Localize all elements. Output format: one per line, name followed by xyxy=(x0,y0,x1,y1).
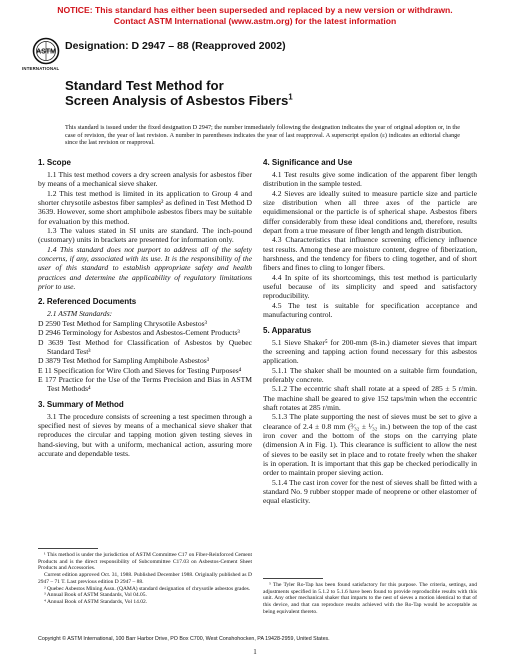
paragraph-3-1: 3.1 The procedure consists of screening a test specimen through a specified nest of sieves by means of a mechanical sieve shaker that reproduces the circular and tapping motion given testing sieves in hand-sieving, but with a uniform, mechanical action, assuring more accurate and dependable tests. xyxy=(38,411,252,458)
footnotes-right xyxy=(263,582,477,616)
paragraph-4-1: 4.1 Test results give some indication of the apparent fiber length distribution in the sample tested. xyxy=(263,170,477,189)
page-number: 1 xyxy=(253,648,257,656)
paragraph-1-1: 1.1 This test method covers a dry screen analysis for asbestos fiber by means of a mechanical sieve shaker. xyxy=(38,170,252,189)
astm-standards-label: 2.1 ASTM Standards: xyxy=(47,309,113,319)
footnote: ¹ This method is under the jurisdiction of ASTM Committee C17 on Fiber-Reinforced Cement Products and is the direct responsibility of Subcommittee C17.03 on Asbestos-Cement Sheet Products and Accessories. xyxy=(38,552,252,572)
paragraph-5-1-3: 5.1.3 The plate supporting the nest of sieves must be set to give a clearance of 2.4 ± 0.8 mm (³⁄₃₂ ± ¹⁄₃₂ in.) between the top of the cast iron cover and the bottom of the stops on the carrying plate (dimension A in Fig. 1). This clearance is sufficient to allow the nest of sieves to be easily set in place and to rotate freely when the shaker is in operation. It is important that this gap be checked periodically in order to maintain proper sieving action. xyxy=(263,412,477,478)
footnote-rule-right xyxy=(263,578,323,579)
footnote-rule-left xyxy=(38,548,98,549)
reference-item: E 177 Practice for the Use of the Terms Precision and Bias in ASTM Test Methods⁴ xyxy=(38,374,252,394)
notice-line-2: Contact ASTM International (www.astm.org) for the latest information xyxy=(113,15,397,26)
document-title xyxy=(65,78,293,108)
paragraph-4-3: 4.3 Characteristics that influence screening efficiency influence test results. Among these are moisture content, degree of fiberization, harshness, and the tendency for fibers to cling together, and of short fibers and fines to cling to longer fibers. xyxy=(263,235,477,273)
logo-subtext: INTERNATIONAL xyxy=(22,66,60,71)
footnote: ³ Annual Book of ASTM Standards, Vol 04.05. xyxy=(44,592,147,599)
section-heading-summary: 3. Summary of Method xyxy=(38,399,124,409)
title-line-2: Screen Analysis of Asbestos Fibers$^1$ xyxy=(65,92,293,108)
reference-item: D 2946 Terminology for Asbestos and Asbestos-Cement Products³ xyxy=(38,328,240,338)
section-heading-referenced-documents: 2. Referenced Documents xyxy=(38,297,137,307)
reference-item: D 3639 Test Method for Classification of Asbestos by Quebec Standard Test³ xyxy=(38,337,252,356)
footnotes-left xyxy=(38,552,252,606)
paragraph-4-4: 4.4 In spite of its shortcomings, this test method is particularly useful because of its simplicity and speed and satisfactory reproducibility. xyxy=(263,272,477,301)
right-column xyxy=(263,158,477,506)
footnote: ⁴ Annual Book of ASTM Standards, Vol 14.02. xyxy=(44,598,148,605)
copyright-line: Copyright © ASTM International, 100 Barr Harbor Drive, PO Box C700, West Conshohocken, PA 19428-2959, United States. xyxy=(38,636,330,642)
footnote: ⁵ The Tyler Ro-Tap has been found satisfactory for this purpose. The criteria, settings, and adjustments specified in 5.1.2 to 5.1.6 have been found to provide reproducible results with this unit. Any other mechanical shaker that imparts to the nest of sieves a motion identical to that of this device, and that can reproduce results achieved with the Ro-Tap would be acceptable as being equivalent thereto. xyxy=(263,582,477,615)
section-heading-significance: 4. Significance and Use xyxy=(263,158,353,167)
footnote: Current edition approved Oct. 31, 1988. Published December 1988. Originally published as D 2947 – 71 T. Last previous edition D 2947 – 88. xyxy=(38,572,252,585)
superseded-notice xyxy=(0,5,510,26)
footnote: ² Quebec Asbestos Mining Assn. (QAMA) standard designation of chrysotile asbestos grades. xyxy=(44,585,251,592)
paragraph-5-1-4: 5.1.4 The cast iron cover for the nest of sieves shall be fitted with a standard No. 9 rubber stopper made of neoprene or other elastomer of equal elasticity. xyxy=(263,477,477,506)
issuance-note: This standard is issued under the fixed designation D 2947; the number immediately following the designation indicates the year of original adoption or, in the case of revision, the year of last revision. A number in parentheses indicates the year of last reapproval. A superscript epsilon (ε) indicates an editorial change since the last revision or reapproval. xyxy=(65,124,460,147)
paragraph-4-2: 4.2 Sieves are ideally suited to measure particle size and particle size distribution when all three axes of the particle are equidimensional or the particle is of spherical shape. Asbestos fibers differ considerably from these ideal conditions and, therefore, results depart from a true measure of fiber length and length distribution. xyxy=(263,188,477,236)
left-column xyxy=(38,158,252,458)
section-heading-scope: 1. Scope xyxy=(38,158,71,167)
paragraph-5-1-1: 5.1.1 The shaker shall be mounted on a suitable firm foundation, preferably concrete. xyxy=(263,365,477,384)
section-heading-apparatus: 5. Apparatus xyxy=(263,325,312,335)
paragraph-1-4: 1.4 This standard does not purport to address all of the safety concerns, if any, associated with its use. It is the responsibility of the user of this standard to establish appropriate safety and health practices and determine the applicability of regulatory limitations prior to use. xyxy=(38,244,252,292)
title-footnote-marker: 1 xyxy=(288,92,293,102)
paragraph-5-1: 5.1 Sieve Shaker⁵ for 200-mm (8-in.) diameter sieves that impart the screening and tapping action found necessary for this asbestos application. xyxy=(263,337,477,366)
paragraph-1-3: 1.3 The values stated in SI units are standard. The inch-pound (customary) units in brackets are presented for information only. xyxy=(38,226,252,245)
reference-item: E 11 Specification for Wire Cloth and Sieves for Testing Purposes⁴ xyxy=(38,365,242,375)
paragraph-5-1-2: 5.1.2 The eccentric shaft shall rotate at a speed of 285 ± 5 r/min. The machine shall be geared to give 152 taps/min when the eccentric shaft rotates at 285 r/min. xyxy=(263,384,477,412)
notice-line-1: NOTICE: This standard has either been superseded and replaced by a new version or withdrawn. xyxy=(57,5,453,15)
logo-text: ASTM xyxy=(36,48,56,56)
title-line-1: Standard Test Method for xyxy=(65,78,224,93)
paragraph-1-2: 1.2 This test method is limited in its application to Group 4 and shorter chrysotile asbestos fiber samples² as defined in Test Method D 3639. However, some short amphibole asbestos fibers may be suitable for evaluation by this method. xyxy=(38,188,252,226)
reference-item: D 3879 Test Method for Sampling Amphibole Asbestos³ xyxy=(38,356,209,366)
designation: Designation: D 2947 – 88 (Reapproved 2002) xyxy=(65,40,286,52)
reference-item: D 2590 Test Method for Sampling Chrysotile Asbestos³ xyxy=(38,318,207,328)
paragraph-4-5: 4.5 The test is suitable for specification acceptance and manufacturing control. xyxy=(263,300,477,320)
